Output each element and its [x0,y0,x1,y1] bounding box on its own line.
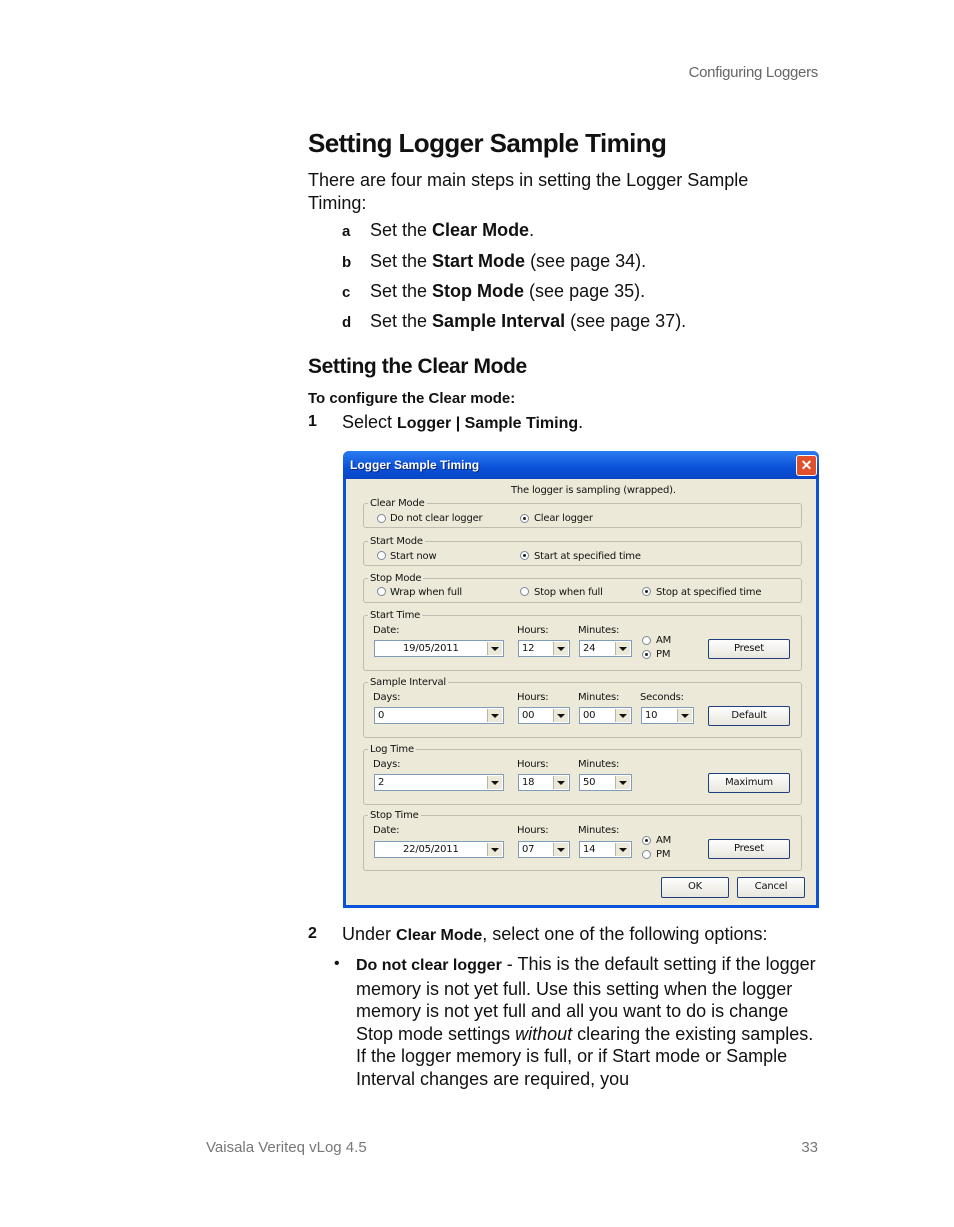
step-a: a Set the Clear Mode. [342,220,535,240]
page-title: Setting Logger Sample Timing [308,128,667,158]
chevron-down-icon [487,709,502,722]
chevron-down-icon [615,709,630,722]
start-mode-label: Start Mode [370,536,423,547]
start-pm-label: PM [656,649,671,660]
radio-stop-specified[interactable] [642,587,651,596]
radio-start-am[interactable] [642,636,651,645]
start-minutes-label: Minutes: [578,625,620,636]
radio-start-now[interactable] [377,551,386,560]
step-1-number: 1 [308,413,317,430]
dialog-title: Logger Sample Timing [350,458,480,472]
default-button[interactable]: Default [708,706,790,726]
chevron-down-icon [553,642,568,655]
running-header: Configuring Loggers [688,64,818,81]
dialog-client [346,479,816,905]
logger-sample-timing-dialog [343,451,819,908]
interval-seconds-label: Seconds: [640,692,684,703]
log-days-combo[interactable]: 2 [374,774,504,791]
stop-hours-label: Hours: [517,825,549,836]
bullet-mark: • [334,955,340,972]
interval-hours-label: Hours: [517,692,549,703]
chevron-down-icon [553,843,568,856]
step-d: d Set the Sample Interval (see page 37). [342,311,687,331]
log-time-label: Log Time [370,744,414,755]
radio-wrap-when-full[interactable] [377,587,386,596]
stop-am-label: AM [656,835,672,846]
radio-start-pm[interactable] [642,650,651,659]
radio-stop-specified-label: Stop at specified time [656,587,762,598]
status-text: The logger is sampling (wrapped). [511,485,676,496]
interval-minutes-label: Minutes: [578,692,620,703]
start-am-label: AM [656,635,672,646]
footer-product: Vaisala Veriteq vLog 4.5 [206,1139,367,1156]
chevron-down-icon [487,843,502,856]
close-button[interactable]: ✕ [796,455,817,476]
radio-wrap-label: Wrap when full [390,587,463,598]
ok-button[interactable]: OK [661,877,729,898]
cancel-button[interactable]: Cancel [737,877,805,898]
sample-interval-label: Sample Interval [370,677,446,688]
step-c: c Set the Stop Mode (see page 35). [342,281,646,301]
step-b: b Set the Start Mode (see page 34). [342,251,647,271]
step-2-number: 2 [308,925,317,942]
chevron-down-icon [615,776,630,789]
start-minutes-combo[interactable]: 24 [579,640,632,657]
log-minutes-label: Minutes: [578,759,620,770]
start-date-combo[interactable]: 19/05/2011 [374,640,504,657]
radio-start-now-label: Start now [390,551,437,562]
radio-stop-full-label: Stop when full [534,587,603,598]
chevron-down-icon [487,776,502,789]
start-preset-button[interactable]: Preset [708,639,790,659]
chevron-down-icon [677,709,692,722]
start-hours-combo[interactable]: 12 [518,640,570,657]
interval-minutes-combo[interactable]: 00 [579,707,632,724]
interval-hours-combo[interactable]: 00 [518,707,570,724]
chevron-down-icon [615,642,630,655]
start-time-label: Start Time [370,610,421,621]
stop-hours-combo[interactable]: 07 [518,841,570,858]
log-minutes-combo[interactable]: 50 [579,774,632,791]
log-days-label: Days: [373,759,401,770]
step-key: d [342,314,352,331]
interval-days-label: Days: [373,692,401,703]
chevron-down-icon [615,843,630,856]
log-hours-label: Hours: [517,759,549,770]
log-hours-combo[interactable]: 18 [518,774,570,791]
step-1-text: Select Logger | Sample Timing. [342,412,584,432]
radio-do-not-clear[interactable] [377,514,386,523]
stop-minutes-combo[interactable]: 14 [579,841,632,858]
bullet-do-not-clear: Do not clear logger - This is the default setting if the logger memory is not yet full. Use this setting when the logger memory is not yet full and all you want to do is change Stop mode settings without clearing the existing samples. If the logger memory is full, or if Start mode or Sample Interval changes are required, you [356,954,816,1089]
stop-mode-label: Stop Mode [370,573,422,584]
intro-paragraph: There are four main steps in setting the Logger Sample Timing: [308,170,749,213]
radio-clear-logger[interactable] [520,514,529,523]
start-hours-label: Hours: [517,625,549,636]
chevron-down-icon [553,709,568,722]
section-heading: Setting the Clear Mode [308,355,527,378]
stop-minutes-label: Minutes: [578,825,620,836]
step-2-text: Under Clear Mode, select one of the following options: [342,924,768,944]
radio-do-not-clear-label: Do not clear logger [390,513,483,524]
step-key: a [342,223,351,240]
step-key: c [342,284,351,301]
radio-start-specified-label: Start at specified time [534,551,641,562]
stop-preset-button[interactable]: Preset [708,839,790,859]
chevron-down-icon [553,776,568,789]
interval-days-combo[interactable]: 0 [374,707,504,724]
radio-stop-pm[interactable] [642,850,651,859]
clear-mode-label: Clear Mode [370,498,425,509]
interval-seconds-combo[interactable]: 10 [641,707,694,724]
page-number: 33 [801,1139,818,1156]
radio-clear-logger-label: Clear logger [534,513,593,524]
step-key: b [342,254,352,271]
radio-start-specified[interactable] [520,551,529,560]
stop-date-combo[interactable]: 22/05/2011 [374,841,504,858]
stop-date-label: Date: [373,825,400,836]
stop-pm-label: PM [656,849,671,860]
start-date-label: Date: [373,625,400,636]
radio-stop-when-full[interactable] [520,587,529,596]
maximum-button[interactable]: Maximum [708,773,790,793]
stop-time-label: Stop Time [370,810,419,821]
chevron-down-icon [487,642,502,655]
procedure-title: To configure the Clear mode: [308,390,516,407]
radio-stop-am[interactable] [642,836,651,845]
dialog-titlebar [343,451,819,479]
